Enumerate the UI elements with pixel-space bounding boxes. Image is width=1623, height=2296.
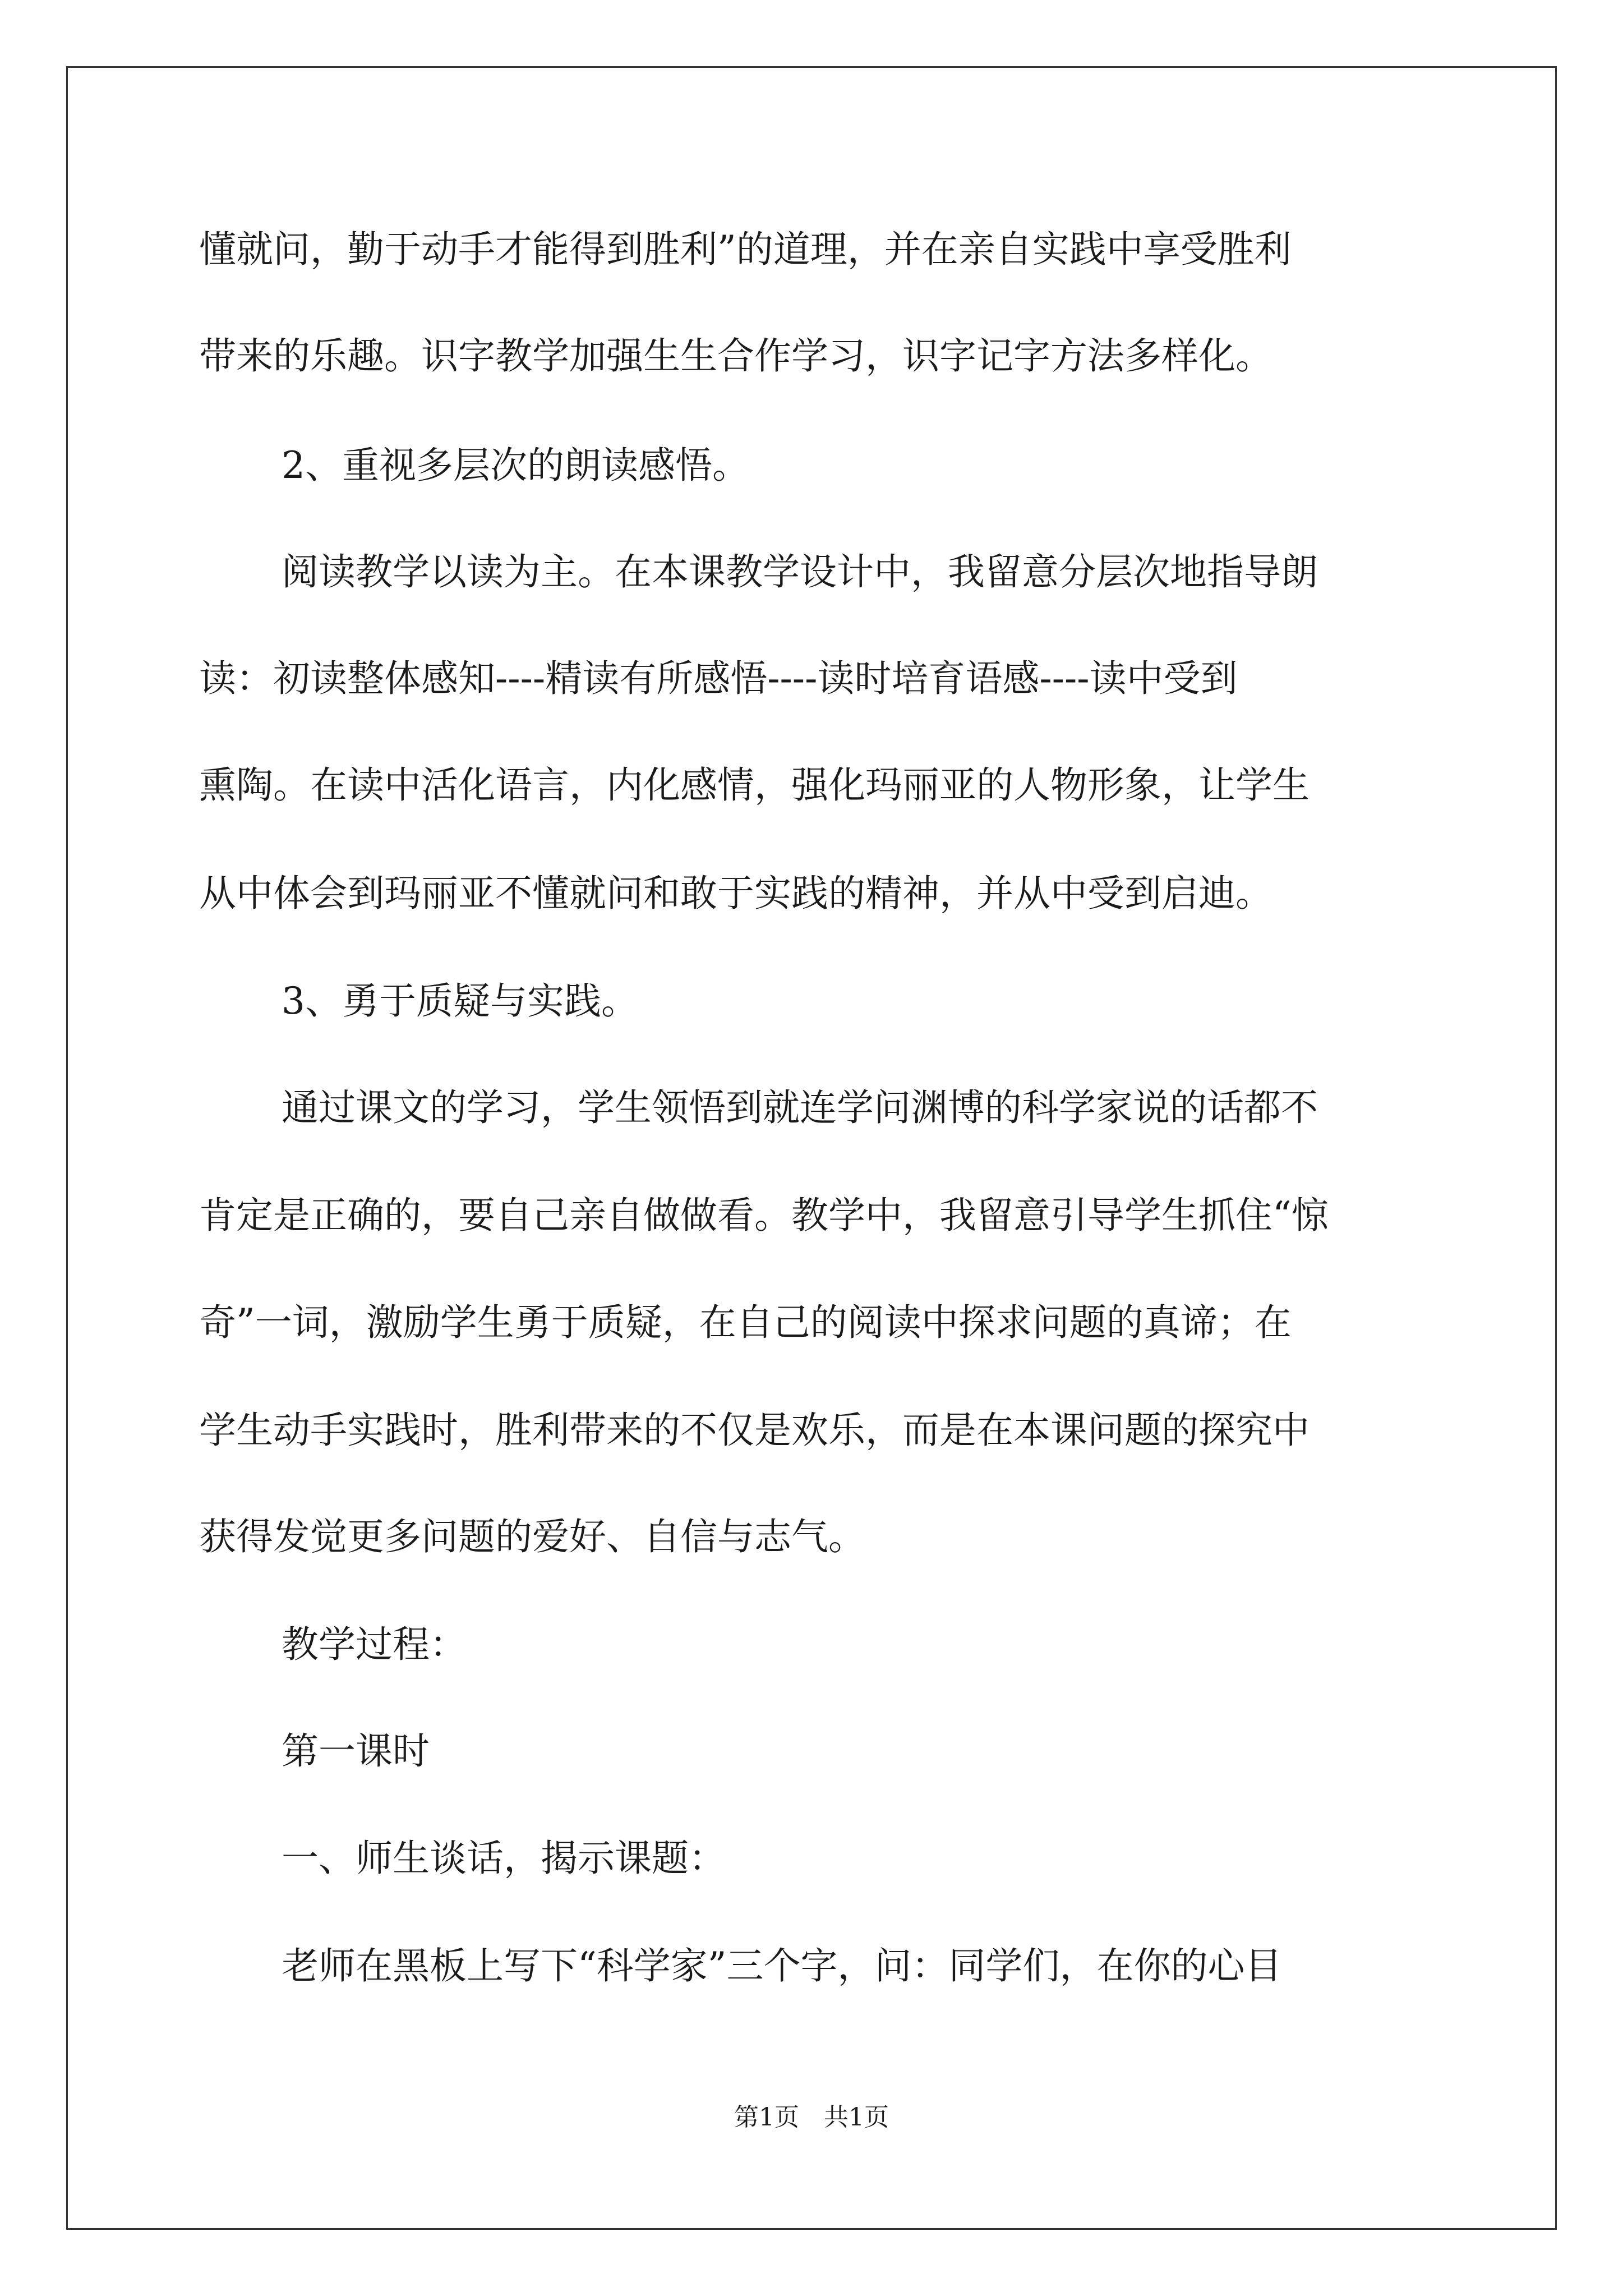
body-text-line: 奇”一词，激励学生勇于质疑，在自己的阅读中探求问题的真谛；在 (199, 1301, 1292, 1344)
body-text-line: 学生动手实践时，胜利带来的不仅是欢乐，而是在本课问题的探究中 (199, 1409, 1310, 1452)
body-text-line: 懂就问，勤于动手才能得到胜利”的道理，并在亲自实践中享受胜利 (199, 228, 1292, 271)
section-heading: 3、勇于质疑与实践。 (282, 979, 638, 1023)
body-text-line: 肯定是正确的，要自己亲自做做看。教学中，我留意引导学生抓住“惊 (199, 1194, 1329, 1237)
body-text-line: 熏陶。在读中活化语言，内化感情，强化玛丽亚的人物形象，让学生 (199, 763, 1310, 807)
body-text-line: 老师在黑板上写下“科学家”三个字，问：同学们，在你的心目 (282, 1944, 1282, 1987)
body-text-line: 获得发觉更多问题的爱好、自信与志气。 (199, 1515, 865, 1558)
body-text-line: 读：初读整体感知----精读有所感悟----读时培育语感----读中受到 (199, 657, 1238, 700)
section-heading: 2、重视多层次的朗读感悟。 (282, 444, 749, 487)
section-heading: 教学过程： (282, 1623, 467, 1666)
body-text-line: 通过课文的学习，学生领悟到就连学问渊博的科学家说的话都不 (282, 1086, 1318, 1129)
section-heading: 一、师生谈话，揭示课题： (282, 1837, 726, 1880)
section-heading: 第一课时 (282, 1729, 430, 1773)
body-text-line: 从中体会到玛丽亚不懂就问和敢于实践的精神，并从中受到启迪。 (199, 872, 1272, 915)
body-text-line: 带来的乐趣。识字教学加强生生合作学习，识字记字方法多样化。 (199, 334, 1272, 378)
page-footer: 第1页 共1页 (734, 2103, 889, 2132)
page-border (66, 66, 1557, 2230)
body-text-line: 阅读教学以读为主。在本课教学设计中，我留意分层次地指导朗 (282, 550, 1318, 593)
